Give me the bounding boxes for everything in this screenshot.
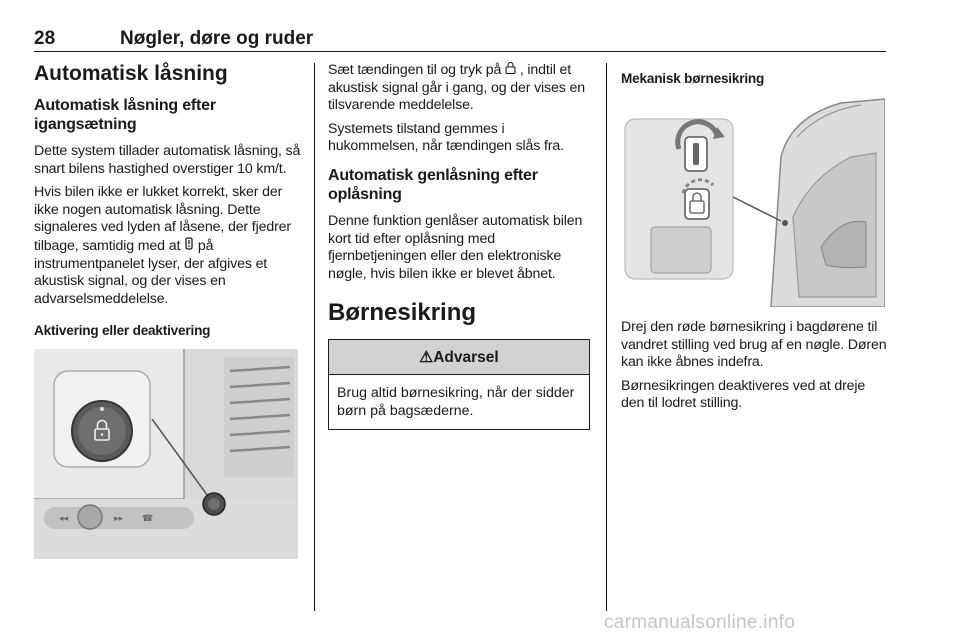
svg-text:◂◂: ◂◂ — [59, 514, 69, 525]
warning-title: Advarsel — [433, 349, 499, 367]
subheading-auto-lock-after-start: Automatisk låsning efter igangsætning — [34, 97, 216, 133]
paragraph-child-lock-deactivate: Børnesikringen deaktiveres ved at dreje den til lodret stilling. — [621, 377, 866, 412]
subheading-activation: Aktivering eller deaktivering — [34, 323, 211, 339]
paragraph-activation-steps: Sæt tændingen til og tryk på , indtil et akustisk signal går i gang, og der vises en tilsvarende meddelelse. — [328, 62, 585, 114]
page-number: 28 — [34, 28, 56, 49]
column-divider-2 — [606, 63, 607, 611]
column-2 — [328, 62, 590, 430]
paragraph-auto-lock-speed: Dette system tillader automatisk låsning, så snart bilens hastighed overstiger 10 km/t. — [34, 143, 301, 177]
watermark: carmanualsonline.info — [604, 612, 796, 633]
subheading-mechanical-child-lock: Mekanisk børnesikring — [621, 71, 765, 86]
lock-icon — [505, 62, 516, 80]
column-1 — [34, 62, 302, 559]
figure-dashboard-lock-button — [34, 349, 298, 559]
section-heading-automatic-locking: Automatisk låsning — [34, 62, 228, 85]
column-divider-1 — [314, 63, 315, 611]
page-title: Nøgler, døre og ruder — [120, 28, 314, 49]
paragraph-memory: Systemets tilstand gemmes i hukommelsen, når tændingen slås fra. — [328, 120, 564, 155]
subheading-auto-relock: Automatisk genlåsning efter oplåsning — [328, 166, 538, 203]
warning-triangle-icon: ⚠ — [419, 349, 434, 367]
svg-text:▸▸: ▸▸ — [114, 514, 124, 525]
figure-rear-door-child-lock — [621, 97, 885, 307]
page-header — [34, 26, 886, 52]
door-open-icon — [184, 237, 194, 256]
paragraph-auto-lock-failure: Hvis bilen ikke er lukket korrekt, sker der ikke nogen automatisk låsning. Dette signaleres ved lyden af låsene, der fjedrer tilbage, samtidig med at på instrumentpanelet lyser, der afgives et akustisk signal, og der vises en advarselsmeddelelse. — [34, 184, 291, 307]
svg-text:☎: ☎ — [142, 514, 154, 525]
paragraph-auto-relock: Denne funktion genlåser automatisk bilen kort tid efter oplåsning med fjernbetjeningen eller den elektroniske nøgle, hvis bilen ikke er blevet åbnet. — [328, 212, 583, 282]
warning-box — [328, 339, 590, 429]
warning-header — [329, 340, 589, 375]
column-3 — [621, 62, 887, 419]
paragraph-child-lock-activate: Drej den røde børnesikring i bagdørene til vandret stilling ved brug af en nøgle. Døren kan ikke åbnes indefra. — [621, 319, 887, 371]
section-heading-child-lock: Børnesikring — [328, 299, 477, 327]
warning-text: Brug altid børnesikring, når der sidder børn på bagsæderne. — [337, 385, 575, 419]
